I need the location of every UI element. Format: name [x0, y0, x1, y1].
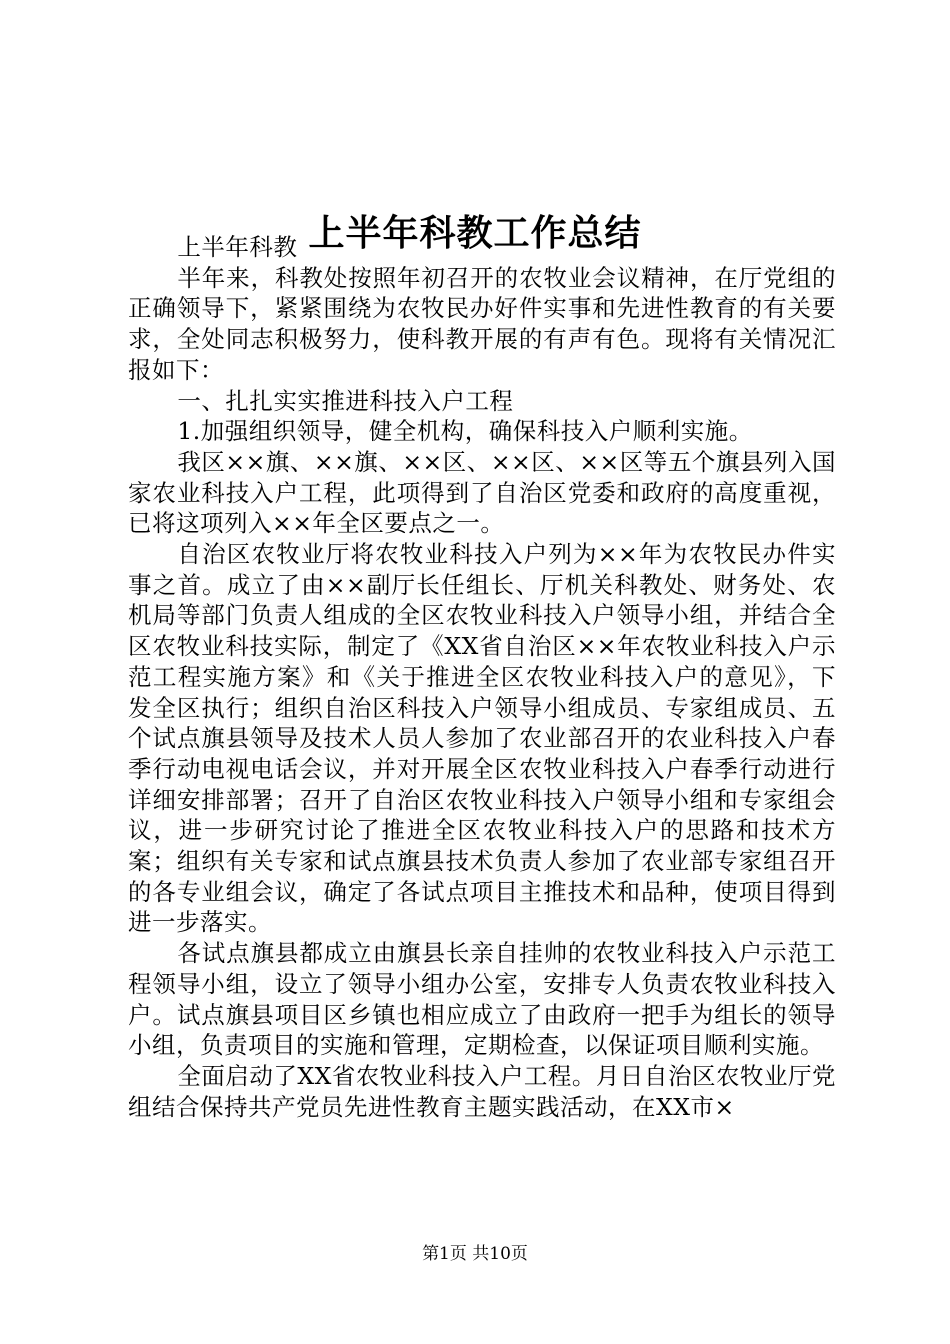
paragraph-body: 自治区农牧业厅将农牧业科技入户列为××年为农牧民办件实事之首。成立了由××副厅长任组长、厅机关科教处、财务处、农机局等部门负责人组成的全区农牧业科技入户领导小组，并结合全区农牧业科技实际，制定了《XX省自治区××年农牧业科技入户示范工程实施方案》和《关于推进全区农牧业科技入户的意见》，下发全区执行；组织自治区科技入户领导小组成员、专家组成员、五个试点旗县领导及技术人员人参加了农业部召开的农业科技入户春季行动电视电话会议，并对开展全区农牧业科技入户春季行动进行详细安排部署；召开了自治区农牧业科技入户领导小组和专家组会议，进一步研究讨论了推进全区农牧业科技入户的思路和技术方案；组织有关专家和试点旗县技术负责人参加了农业部专家组召开的各专业组会议，确定了各试点项目主推技术和品种，使项目得到进一步落实。	[128, 540, 836, 937]
document-title: 上半年科教工作总结	[308, 212, 642, 255]
paragraph-body: 全面启动了XX省农牧业科技入户工程。月日自治区农牧业厅党组结合保持共产党员先进性教育主题实践活动，在XX市×	[128, 1061, 836, 1121]
subsection-heading-1: 1.加强组织领导，健全机构，确保科技入户顺利实施。	[177, 417, 753, 446]
paragraph-intro: 半年来，科教处按照年初召开的农牧业会议精神，在厅党组的正确领导下，紧紧围绕为农牧民办好件实事和先进性教育的有关要求，全处同志积极努力，使科教开展的有声有色。现将有关情况汇报如下：	[128, 263, 836, 384]
document-body	[128, 232, 836, 1122]
page-number-footer: 第1页 共10页	[422, 1244, 528, 1264]
paragraph-subtitle: 上半年科教	[177, 233, 298, 261]
section-heading-1: 一、扎扎实实推进科技入户工程	[177, 386, 514, 415]
paragraph-body: 各试点旗县都成立由旗县长亲自挂帅的农牧业科技入户示范工程领导小组，设立了领导小组办公室，安排专人负责农牧业科技入户。试点旗县项目区乡镇也相应成立了由政府一把手为组长的领导小组，负责项目的实施和管理，定期检查，以保证项目顺利实施。	[128, 939, 836, 1060]
paragraph-body: 我区××旗、××旗、××区、××区、××区等五个旗县列入国家农业科技入户工程，此项得到了自治区党委和政府的高度重视，已将这项列入××年全区要点之一。	[128, 447, 836, 538]
